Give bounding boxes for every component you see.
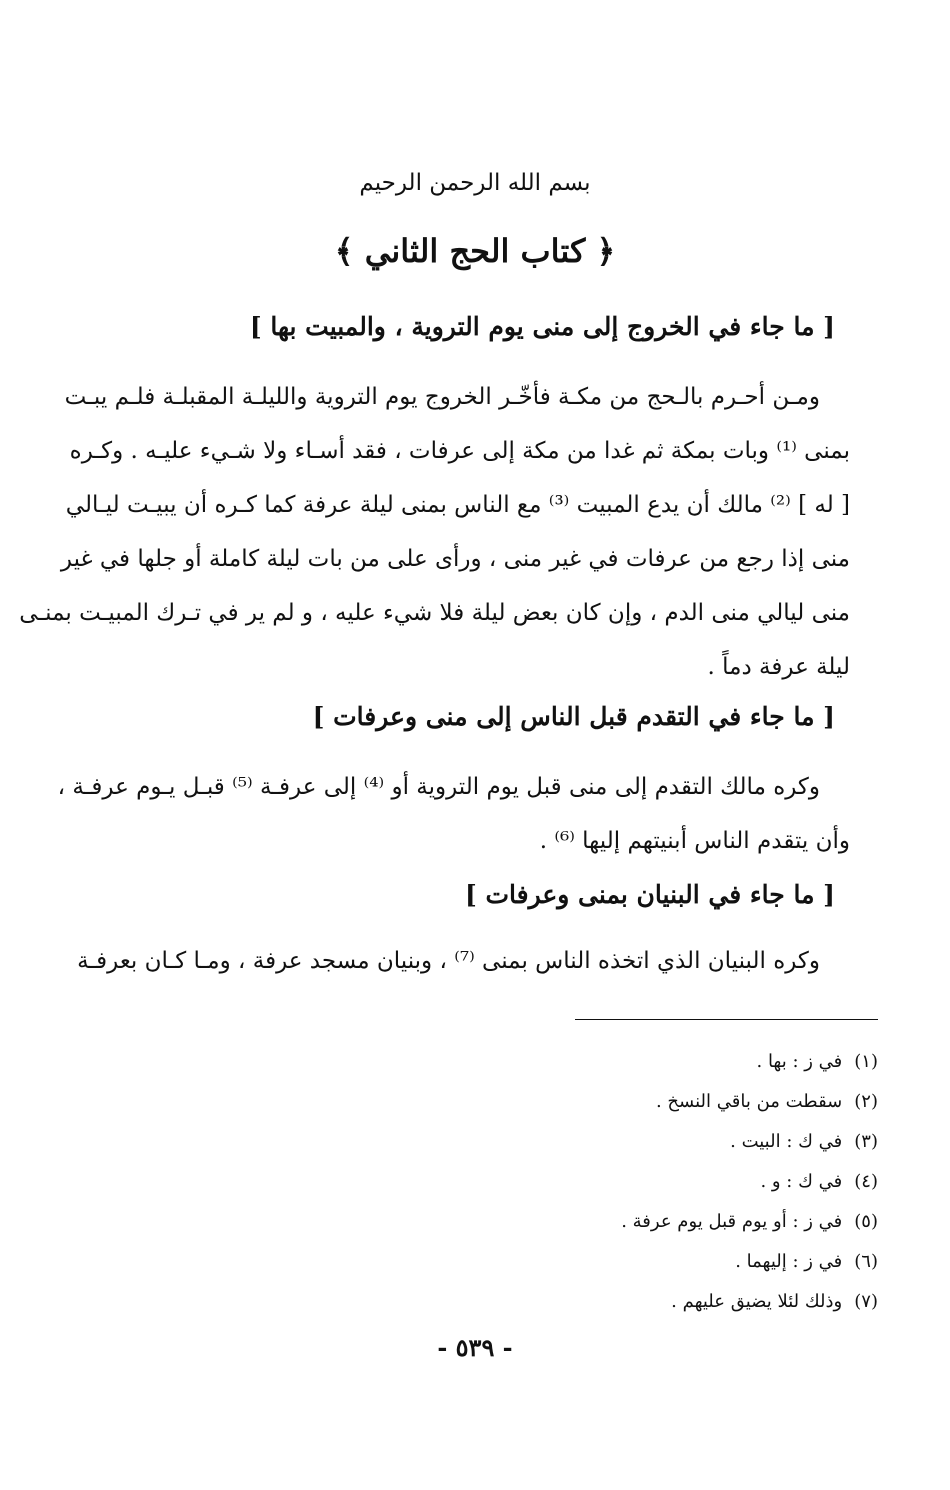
section-body-2: [57, 760, 850, 868]
footnote-text: في ز : بها .: [756, 1051, 843, 1072]
footnote: [621, 1202, 878, 1242]
text-line: [ له ] ⁽²⁾ مالك أن يدع المبيت ⁽³⁾ مع الناس بمنى ليلة عرفة كما كـره أن يبيـت ليـالي: [65, 492, 850, 518]
page-number: - ٥٣٩ -: [437, 1333, 513, 1362]
footnote: [621, 1042, 878, 1082]
text-line: وكره البنيان الذي اتخذه الناس بمنى ⁽⁷⁾ ، وبنيان مسجد عرفة ، ومـا كـان بعرفـة: [77, 948, 820, 974]
text-line: ليلة عرفة دماً .: [707, 654, 850, 680]
footnote: [621, 1282, 878, 1322]
text-line: وكره مالك التقدم إلى منى قبل يوم التروية أو ⁽⁴⁾ إلى عرفـة ⁽⁵⁾ قبـل يـوم عرفـة ،: [57, 774, 820, 800]
section-heading-1: [ ما جاء في الخروج إلى منى يوم التروية ، والمبيت بها ]: [249, 312, 835, 341]
footnote-text: سقطت من باقي النسخ .: [655, 1091, 843, 1112]
footnotes: [621, 1042, 878, 1322]
footnote-number: (٣): [854, 1131, 878, 1152]
basmala: بسم الله الرحمن الرحيم: [359, 170, 591, 196]
section-heading-3: [ ما جاء في البنيان بمنى وعرفات ]: [464, 880, 835, 909]
text-line: وأن يتقدم الناس أبنيتهم إليها ⁽⁶⁾ .: [539, 828, 850, 854]
footnote: [621, 1162, 878, 1202]
text-line: منى إذا رجع من عرفات في غير منى ، ورأى على من بات ليلة كاملة أو جلها في غير: [60, 546, 850, 572]
footnote-divider: [575, 1019, 878, 1020]
footnote-text: في ك : و .: [760, 1171, 843, 1192]
section-heading-2: [ ما جاء في التقدم قبل الناس إلى منى وعرفات ]: [312, 702, 835, 731]
text-line: بمنى ⁽¹⁾ وبات بمكة ثم غدا من مكة إلى عرفات ، فقد أسـاء ولا شـيء عليـه . وكـره: [69, 438, 850, 464]
footnote-text: في ز : أو يوم قبل يوم عرفة .: [621, 1211, 843, 1232]
footnote-text: في ز : إليهما .: [735, 1251, 843, 1272]
footnote-text: في ك : البيت .: [730, 1131, 843, 1152]
footnote-text: وذلك لئلا يضيق عليهم .: [671, 1291, 843, 1312]
footnote: [621, 1082, 878, 1122]
footnote: [621, 1122, 878, 1162]
section-body-3: [77, 934, 850, 988]
footnote-number: (٥): [854, 1211, 878, 1232]
text-line: ومـن أحـرم بالـحج من مكـة فأخّـر الخروج يوم التروية والليلـة المقبلـة فلـم يبـت: [64, 384, 820, 410]
footnote-number: (١): [854, 1051, 878, 1072]
text-line: منى ليالي منى الدم ، وإن كان بعض ليلة فلا شيء عليه ، و لم ير في تـرك المبيـت بمنـى: [19, 600, 850, 626]
footnote-number: (٦): [854, 1251, 878, 1272]
footnote-number: (٢): [854, 1091, 878, 1112]
footnote-number: (٤): [854, 1171, 878, 1192]
section-body-1: [19, 370, 850, 694]
book-title: ﴿ كتاب الحج الثاني ﴾: [334, 232, 616, 270]
footnote-number: (٧): [854, 1291, 878, 1312]
footnote: [621, 1242, 878, 1282]
